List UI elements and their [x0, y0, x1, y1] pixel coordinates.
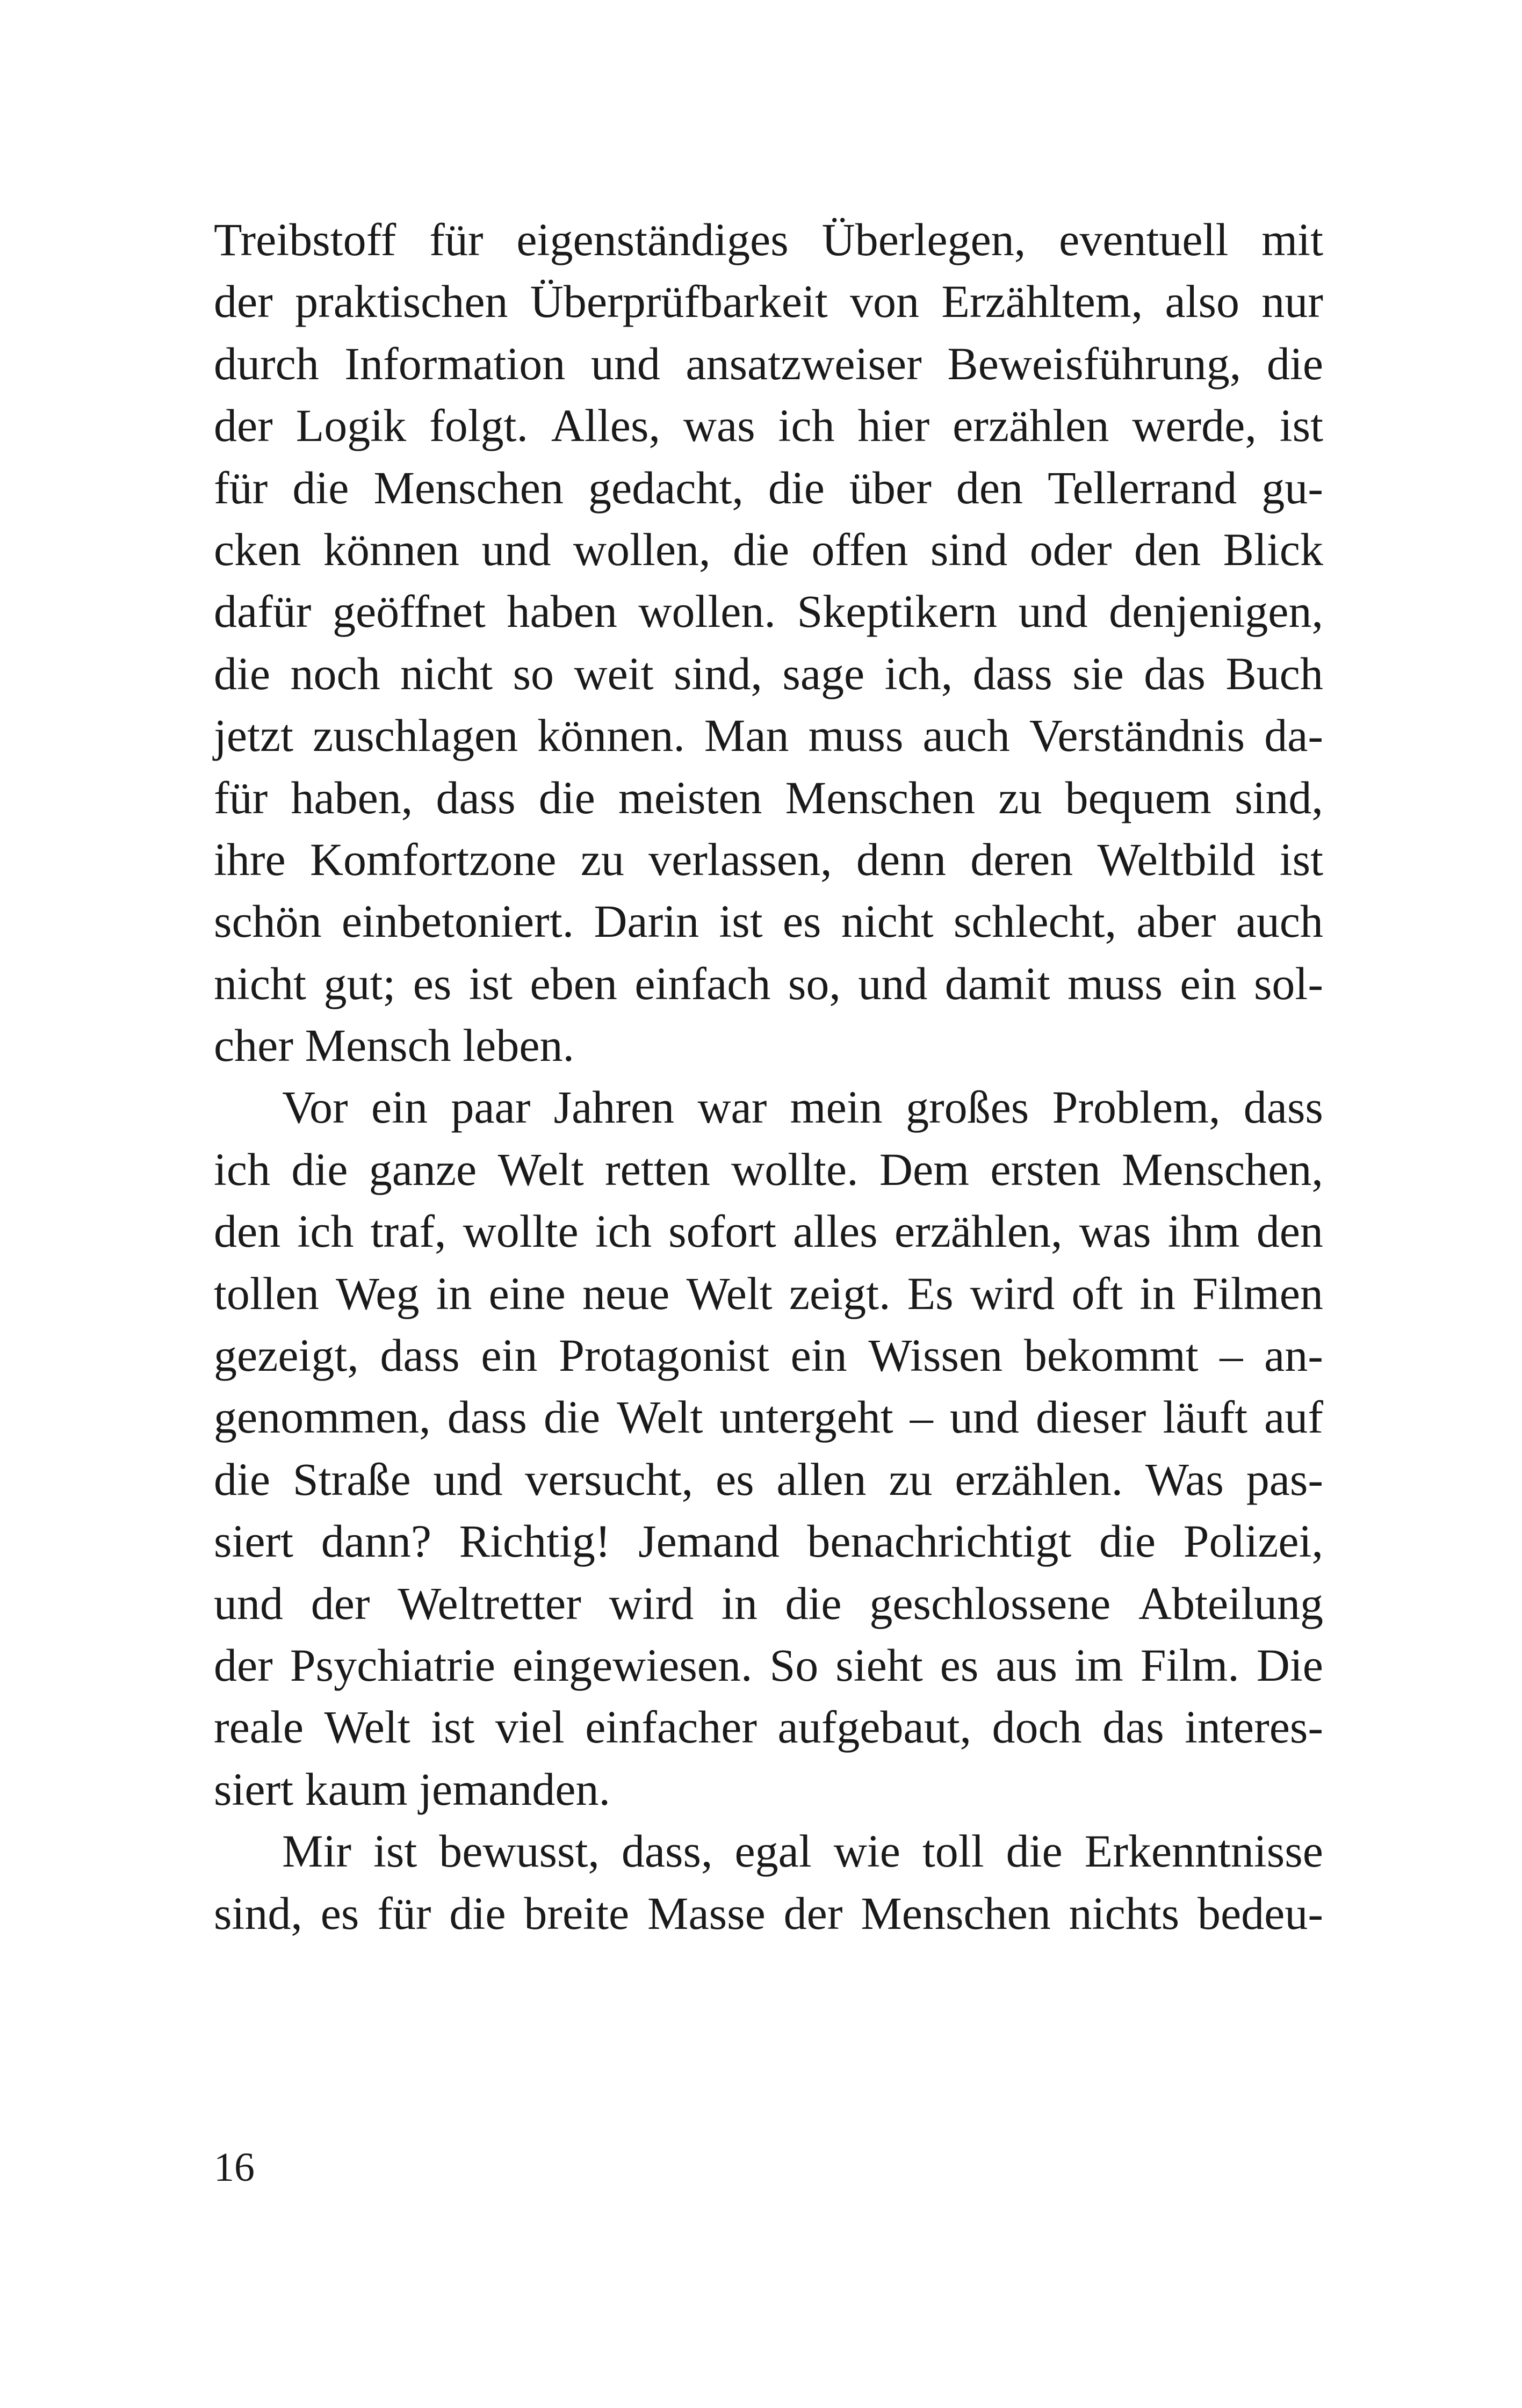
word: offen: [811, 523, 908, 575]
word: sind,: [674, 647, 762, 699]
word: untergeht: [719, 1391, 893, 1443]
word: nur: [1261, 276, 1323, 328]
text-line: [214, 1263, 1323, 1325]
word: die: [214, 1453, 271, 1505]
word: es: [320, 1887, 359, 1939]
text-line: [214, 1449, 1323, 1510]
word: ist: [719, 895, 763, 948]
word: oft: [1071, 1267, 1123, 1319]
word: Erkenntnisse: [1084, 1825, 1323, 1877]
word: einbetoniert.: [341, 895, 574, 948]
word: nicht: [400, 647, 493, 699]
word: Menschen: [785, 771, 976, 823]
word: für: [214, 461, 268, 514]
word: breite: [524, 1887, 630, 1939]
text-line: [214, 891, 1323, 952]
word: sol-: [1253, 957, 1323, 1009]
text-line: [214, 1076, 1323, 1138]
word: cher: [214, 1019, 293, 1072]
word: den: [1134, 523, 1201, 575]
word: zu: [580, 833, 624, 885]
word: der: [214, 276, 273, 328]
word: tollen: [214, 1267, 319, 1319]
word: die: [449, 1887, 506, 1939]
text-line: [214, 1386, 1323, 1448]
word: –: [910, 1391, 933, 1443]
word: Protagonist: [559, 1329, 769, 1382]
word: Treibstoff: [214, 214, 396, 265]
word: Erzähltem,: [941, 276, 1143, 328]
word: ganze: [369, 1143, 477, 1195]
word: mein: [790, 1081, 883, 1133]
word: und: [590, 337, 660, 389]
word: und: [214, 1577, 283, 1629]
word: auch: [1236, 895, 1323, 948]
word: neue: [582, 1267, 670, 1319]
word: und: [481, 523, 551, 575]
word: wollen,: [573, 523, 711, 575]
word: ein: [1180, 957, 1237, 1009]
text-line: [214, 829, 1323, 891]
word: Menschen,: [1121, 1143, 1323, 1195]
word: praktischen: [295, 276, 508, 328]
word: Buch: [1225, 647, 1323, 699]
word: erzählen: [953, 400, 1109, 452]
word: was: [683, 400, 755, 452]
word: die: [543, 1391, 601, 1443]
word: sind,: [214, 1887, 302, 1939]
word: schön: [214, 895, 322, 948]
word: die: [1266, 337, 1323, 389]
word: ansatzweiser: [686, 337, 922, 389]
word: Vor: [282, 1081, 348, 1133]
word: siert: [214, 1763, 294, 1815]
word: dass: [447, 1391, 527, 1443]
word: Straße: [292, 1453, 411, 1505]
word: –: [1220, 1329, 1243, 1382]
word: der: [214, 1639, 273, 1691]
word: und: [858, 957, 928, 1009]
word: die: [1006, 1825, 1063, 1877]
word: gut;: [323, 957, 396, 1009]
word: ein: [371, 1081, 428, 1133]
word: ich: [595, 1205, 652, 1257]
word: ich: [214, 1143, 271, 1195]
word: Wissen: [868, 1329, 1003, 1382]
word: verlassen,: [648, 833, 832, 885]
word: paar: [451, 1081, 531, 1133]
word: Welt: [617, 1391, 703, 1443]
word: zuschlagen: [313, 710, 518, 762]
word: Die: [1256, 1639, 1323, 1691]
word: es: [715, 1453, 754, 1505]
word: Menschen: [373, 461, 564, 514]
word: Menschen: [861, 1887, 1051, 1939]
word: Mensch: [305, 1019, 451, 1072]
word: der: [214, 400, 273, 452]
word: für: [214, 771, 268, 823]
word: Weg: [335, 1267, 420, 1319]
text-line: [214, 1139, 1323, 1201]
word: sie: [1072, 647, 1124, 699]
text-line: [214, 1015, 1323, 1076]
word: die: [785, 1577, 842, 1629]
word: eventuell: [1059, 214, 1229, 265]
word: es: [413, 957, 452, 1009]
word: retten: [605, 1143, 710, 1195]
word: dass: [1243, 1081, 1323, 1133]
word: hier: [857, 400, 930, 452]
text-line: [214, 1573, 1323, 1635]
word: sage: [782, 647, 865, 699]
word: den: [956, 461, 1023, 514]
word: Psychiatrie: [290, 1639, 495, 1691]
word: an-: [1264, 1329, 1323, 1382]
word: sofort: [668, 1205, 776, 1257]
word: nicht: [841, 895, 934, 948]
word: jetzt: [214, 710, 294, 762]
word: wollte.: [731, 1143, 859, 1195]
word: kaum: [305, 1763, 408, 1815]
word: Weltretter: [398, 1577, 581, 1629]
word: läuft: [1163, 1391, 1247, 1443]
word: die: [1099, 1515, 1156, 1567]
word: zu: [998, 771, 1042, 823]
word: bewusst,: [439, 1825, 600, 1877]
word: die: [291, 1143, 348, 1195]
word: für: [429, 214, 484, 265]
word: ihre: [214, 833, 286, 885]
word: Skeptikern: [797, 585, 998, 638]
word: einfacher: [585, 1701, 758, 1753]
word: war: [697, 1081, 767, 1133]
text-line: [214, 457, 1323, 519]
word: eigenständiges: [516, 214, 789, 265]
word: den: [214, 1205, 281, 1257]
word: wird: [970, 1267, 1055, 1319]
word: Darin: [594, 895, 699, 948]
word: die: [292, 461, 349, 514]
word: so,: [788, 957, 841, 1009]
word: auf: [1264, 1391, 1323, 1443]
word: leben.: [463, 1019, 575, 1072]
page-number: 16: [214, 2145, 255, 2190]
word: Beweisführung,: [947, 337, 1242, 389]
word: eingewiesen.: [512, 1639, 753, 1691]
word: und: [1018, 585, 1088, 638]
word: Blick: [1223, 523, 1323, 575]
word: wollte: [463, 1205, 579, 1257]
word: wird: [609, 1577, 694, 1629]
word: Welt: [686, 1267, 773, 1319]
word: geschlossene: [869, 1577, 1111, 1629]
word: auch: [922, 710, 1010, 762]
word: wollen.: [638, 585, 776, 638]
word: muss: [808, 710, 904, 762]
word: sind: [930, 523, 1008, 575]
word: traf,: [370, 1205, 446, 1257]
word: eben: [530, 957, 617, 1009]
word: aufgebaut,: [777, 1701, 972, 1753]
word: großes: [905, 1081, 1029, 1133]
word: folgt.: [429, 400, 528, 452]
word: alles: [793, 1205, 878, 1257]
word: gu-: [1261, 461, 1323, 514]
word: der: [311, 1577, 370, 1629]
word: Abteilung: [1138, 1577, 1323, 1629]
word: mit: [1261, 214, 1323, 265]
text-line: [214, 1759, 1323, 1820]
word: Alles,: [551, 400, 660, 452]
word: ich: [778, 400, 835, 452]
word: Film.: [1140, 1639, 1239, 1691]
text-line: [214, 519, 1323, 581]
text-line: [214, 767, 1323, 829]
word: Überprüfbarkeit: [530, 276, 828, 328]
word: weit: [574, 647, 654, 699]
word: zu: [889, 1453, 933, 1505]
text-line: [214, 705, 1323, 766]
text-line: [214, 1696, 1323, 1758]
word: dass,: [621, 1825, 713, 1877]
word: Komfortzone: [309, 833, 557, 885]
word: für: [377, 1887, 431, 1939]
word: Jemand: [638, 1515, 780, 1567]
word: wie: [833, 1825, 900, 1877]
word: ist: [1279, 400, 1323, 452]
word: also: [1165, 276, 1240, 328]
word: benachrichtigt: [807, 1515, 1072, 1567]
word: allen: [776, 1453, 867, 1505]
word: und: [949, 1391, 1019, 1443]
text-line: [214, 1820, 1323, 1882]
word: in: [436, 1267, 472, 1319]
word: ich: [297, 1205, 354, 1257]
word: denn: [856, 833, 946, 885]
word: eine: [488, 1267, 566, 1319]
word: Es: [907, 1267, 954, 1319]
word: die: [768, 461, 825, 514]
word: reale: [214, 1701, 304, 1753]
word: können.: [537, 710, 685, 762]
word: Richtig!: [459, 1515, 611, 1567]
word: meisten: [618, 771, 762, 823]
word: bedeu-: [1197, 1887, 1323, 1939]
word: Logik: [295, 400, 407, 452]
word: Mir: [282, 1825, 351, 1877]
word: der: [783, 1887, 843, 1939]
text-line: [214, 333, 1323, 395]
word: die: [214, 647, 271, 699]
word: erzählen,: [894, 1205, 1063, 1257]
word: interes-: [1185, 1701, 1323, 1753]
word: dass: [436, 771, 516, 823]
word: Verständnis: [1029, 710, 1245, 762]
word: in: [721, 1577, 758, 1629]
word: einfach: [634, 957, 771, 1009]
word: jemanden.: [419, 1763, 610, 1815]
word: sieht: [835, 1639, 923, 1691]
text-line: [214, 209, 1323, 271]
word: denjenigen,: [1109, 585, 1323, 638]
word: doch: [992, 1701, 1082, 1753]
text-line: [214, 1510, 1323, 1572]
word: ich,: [884, 647, 953, 699]
word: genommen,: [214, 1391, 431, 1443]
word: deren: [970, 833, 1073, 885]
word: es: [782, 895, 821, 948]
word: Information: [344, 337, 566, 389]
word: Was: [1145, 1453, 1224, 1505]
word: werde,: [1132, 400, 1257, 452]
word: Man: [704, 710, 789, 762]
word: da-: [1264, 710, 1323, 762]
word: gedacht,: [588, 461, 744, 514]
word: zeigt.: [789, 1267, 891, 1319]
word: dass: [380, 1329, 460, 1382]
word: es: [940, 1639, 979, 1691]
text-line: [214, 271, 1323, 332]
word: aus: [996, 1639, 1057, 1691]
word: nichts: [1069, 1887, 1180, 1939]
word: dafür: [214, 585, 312, 638]
word: egal: [734, 1825, 812, 1877]
word: erzählen.: [955, 1453, 1123, 1505]
word: cken: [214, 523, 301, 575]
word: das: [1102, 1701, 1164, 1753]
word: Weltbild: [1097, 833, 1256, 885]
word: ein: [790, 1329, 847, 1382]
word: den: [1256, 1205, 1323, 1257]
word: haben: [507, 585, 617, 638]
word: schlecht,: [953, 895, 1117, 948]
word: in: [1139, 1267, 1176, 1319]
text-line: [214, 395, 1323, 457]
word: und: [433, 1453, 503, 1505]
word: ist: [468, 957, 513, 1009]
body-text: [214, 209, 1323, 1944]
word: sind,: [1235, 771, 1323, 823]
word: Tellerrand: [1048, 461, 1237, 514]
word: muss: [1067, 957, 1163, 1009]
word: viel: [495, 1701, 565, 1753]
text-line: [214, 581, 1323, 642]
word: Welt: [497, 1143, 584, 1195]
word: von: [850, 276, 920, 328]
word: damit: [944, 957, 1050, 1009]
word: ihm: [1167, 1205, 1240, 1257]
text-line: [214, 1883, 1323, 1944]
word: Jahren: [553, 1081, 675, 1133]
word: bekommt: [1023, 1329, 1199, 1382]
word: so: [513, 647, 554, 699]
word: die: [538, 771, 595, 823]
word: nicht: [214, 957, 306, 1009]
word: Problem,: [1052, 1081, 1221, 1133]
word: Polizei,: [1183, 1515, 1323, 1567]
word: aber: [1136, 895, 1216, 948]
word: bequem: [1065, 771, 1211, 823]
word: versucht,: [525, 1453, 694, 1505]
word: durch: [214, 337, 319, 389]
word: pas-: [1246, 1453, 1323, 1505]
word: was: [1079, 1205, 1151, 1257]
word: siert: [214, 1515, 294, 1567]
text-line: [214, 1325, 1323, 1386]
text-line: [214, 1201, 1323, 1262]
word: haben,: [291, 771, 413, 823]
word: noch: [290, 647, 380, 699]
word: dieser: [1035, 1391, 1146, 1443]
word: ist: [373, 1825, 417, 1877]
text-line: [214, 643, 1323, 705]
word: Masse: [647, 1887, 766, 1939]
word: dann?: [321, 1515, 432, 1567]
word: gezeigt,: [214, 1329, 359, 1382]
word: ein: [481, 1329, 538, 1382]
word: über: [849, 461, 932, 514]
text-line: [214, 1635, 1323, 1696]
word: Überlegen,: [821, 214, 1026, 265]
word: im: [1074, 1639, 1123, 1691]
word: Filmen: [1192, 1267, 1323, 1319]
word: ist: [1279, 833, 1323, 885]
word: ersten: [990, 1143, 1101, 1195]
word: ist: [431, 1701, 475, 1753]
word: die: [732, 523, 790, 575]
word: geöffnet: [332, 585, 486, 638]
word: Dem: [879, 1143, 970, 1195]
word: So: [769, 1639, 819, 1691]
word: oder: [1029, 523, 1112, 575]
word: dass: [972, 647, 1052, 699]
word: das: [1144, 647, 1206, 699]
word: können: [323, 523, 459, 575]
word: toll: [922, 1825, 984, 1877]
word: Welt: [324, 1701, 410, 1753]
text-line: [214, 953, 1323, 1015]
